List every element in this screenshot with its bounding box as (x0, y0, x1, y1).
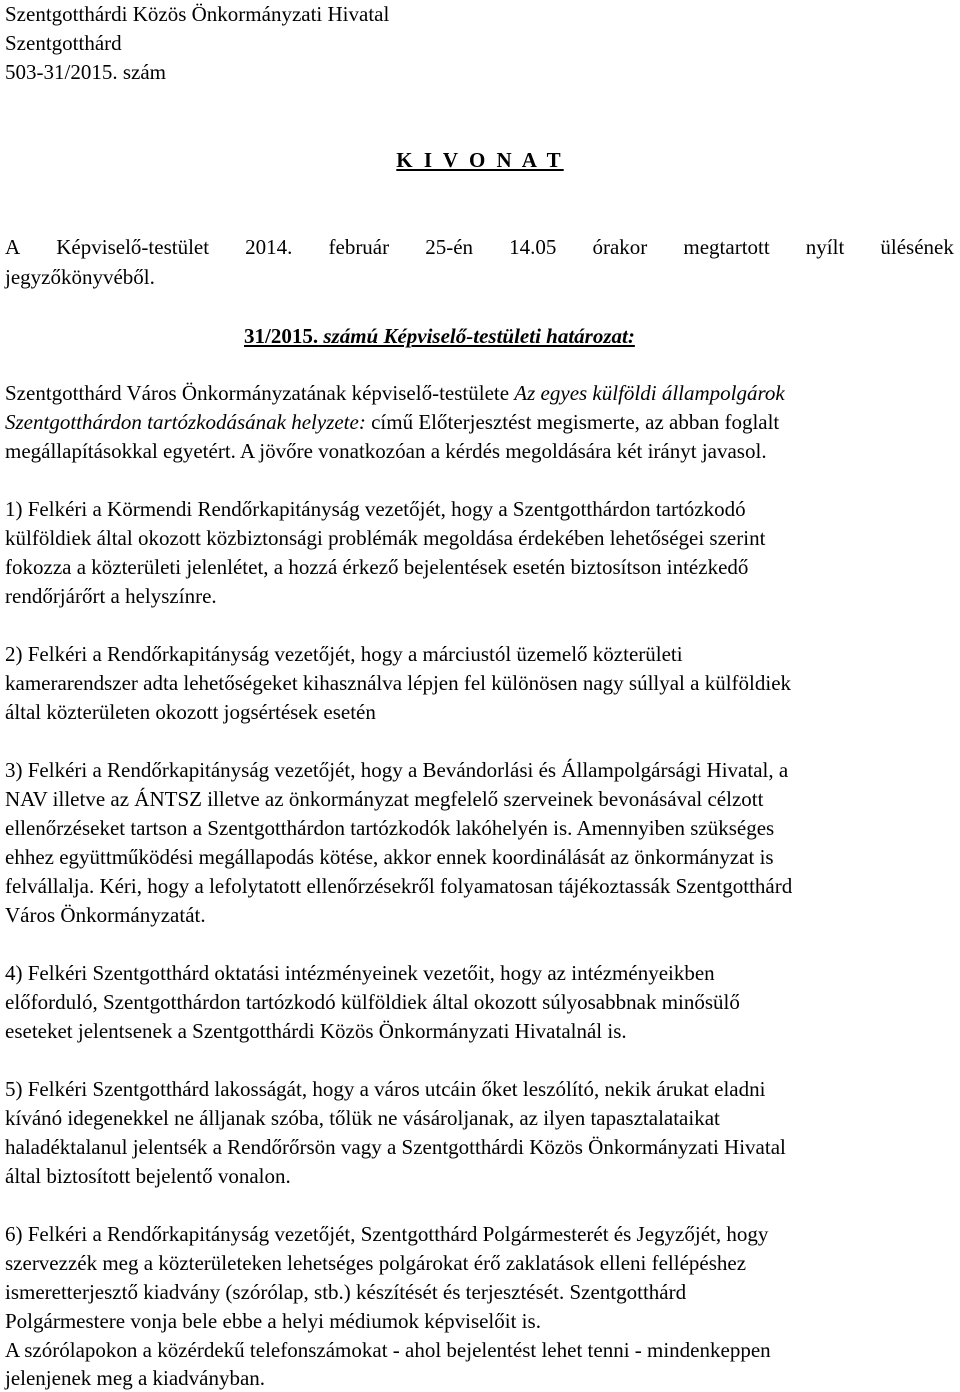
item-6-line: szervezzék meg a közterületeken lehetséges polgárokat érő zaklatások elleni fellépéshez (5, 1251, 747, 1275)
intro-line-1 (5, 233, 954, 261)
item-2-line: kamerarendszer adta lehetőségeket kihasználva lépjen fel különösen nagy súllyal a külföldiek (5, 671, 792, 695)
item-5-line: 5) Felkéri Szentgotthárd lakosságát, hogy a város utcáin őket leszólító, nekik árukat eladni (5, 1077, 766, 1101)
resolution-heading (244, 322, 635, 350)
item-6-line: ismeretterjesztő kiadvány (szórólap, stb.) készítését és terjesztését. Szentgotthárd (5, 1280, 687, 1304)
item-4-line: előforduló, Szentgotthárdon tartózkodó külföldiek által okozott súlyosabbnak minősülő (5, 990, 740, 1014)
item-5-line: kívánó idegenekkel ne álljanak szóba, tőlük ne vásároljanak, az ilyen tapasztalataikat (5, 1106, 720, 1130)
closing-line: jelenjenek meg a kiadványban. (5, 1366, 266, 1390)
intro-word: február (328, 235, 390, 259)
body-line (5, 408, 779, 436)
intro-word: 14.05 (509, 235, 557, 259)
item-6-line: 6) Felkéri a Rendőrkapitányság vezetőjét, Szentgotthárd Polgármesterét és Jegyzőjét, hogy (5, 1222, 769, 1246)
item-3-line: NAV illetve az ÁNTSZ illetve az önkormányzat megfelelő szerveinek bevonásával célzott (5, 787, 764, 811)
office-city: Szentgotthárd (5, 31, 122, 55)
body-line (5, 379, 785, 407)
item-4-line: eseteket jelentsenek a Szentgotthárdi Közös Önkormányzati Hivatalnál is. (5, 1019, 627, 1043)
intro-word: órakor (592, 235, 648, 259)
item-1-line: fokozza a közterületi jelenlétet, a hozzá érkező bejelentések esetén biztosítson intézkedő (5, 555, 749, 579)
item-3-line: felvállalja. Kéri, hogy a lefolytatott ellenőrzésekről folyamatosan tájékoztassák Szentgotthárd (5, 874, 793, 898)
item-1-line: külföldiek által okozott közbiztonsági problémák megoldása érdekében lehetőségei szerint (5, 526, 766, 550)
resolution-number: 31/2015. (244, 324, 319, 348)
intro-word: nyílt (805, 235, 845, 259)
item-3-line: 3) Felkéri a Rendőrkapitányság vezetőjét, hogy a Bevándorlási és Állampolgársági Hivatal, a (5, 758, 789, 782)
item-5-line: által biztosított bejelentő vonalon. (5, 1164, 291, 1188)
item-2-line: 2) Felkéri a Rendőrkapitányság vezetőjét, hogy a márciustól üzemelő közterületi (5, 642, 683, 666)
intro-word: A (5, 235, 21, 259)
intro-word: megtartott (683, 235, 770, 259)
reference-number: 503-31/2015. szám (5, 60, 166, 84)
item-3-line: ehhez együttműködési megállapodás kötése, akkor ennek koordinálását az önkormányzat is (5, 845, 774, 869)
item-2-line: által közterületen okozott jogsértések esetén (5, 700, 376, 724)
item-4-line: 4) Felkéri Szentgotthárd oktatási intézményeinek vezetőit, hogy az intézményeikben (5, 961, 715, 985)
intro-word: Képviselő-testület (56, 235, 210, 259)
item-6-line: Polgármestere vonja bele ebbe a helyi médiumok képviselőit is. (5, 1309, 541, 1333)
body-text: című Előterjesztést megismerte, az abban foglalt (365, 410, 780, 434)
office-name: Szentgotthárdi Közös Önkormányzati Hivatal (5, 2, 390, 26)
proposal-title-part: Az egyes külföldi állampolgárok (514, 381, 785, 405)
intro-line-2: jegyzőkönyvéből. (5, 265, 155, 289)
intro-word: ülésének (880, 235, 954, 259)
intro-word: 25-én (425, 235, 474, 259)
body-line: megállapításokkal egyetért. A jövőre vonatkozóan a kérdés megoldására két irányt javasol. (5, 439, 767, 463)
intro-word: 2014. (245, 235, 293, 259)
item-5-line: haladéktalanul jelentsék a Rendőrőrsön vagy a Szentgotthárdi Közös Önkormányzati Hivatal (5, 1135, 786, 1159)
proposal-title-part: Szentgotthárdon tartózkodásának helyzete: (5, 410, 366, 434)
item-3-line: ellenőrzéseket tartson a Szentgotthárdon tartózkodók lakóhelyén is. Amennyiben szükséges (5, 816, 775, 840)
item-3-line: Város Önkormányzatát. (5, 903, 206, 927)
body-text: Szentgotthárd Város Önkormányzatának képviselő-testülete (5, 381, 515, 405)
document-title: K I V O N A T (396, 148, 564, 172)
item-1-line: rendőrjárőrt a helyszínre. (5, 584, 217, 608)
resolution-label: számú Képviselő-testületi határozat: (318, 324, 635, 348)
item-1-line: 1) Felkéri a Körmendi Rendőrkapitányság vezetőjét, hogy a Szentgotthárdon tartózkodó (5, 497, 746, 521)
closing-line: A szórólapokon a közérdekű telefonszámokat - ahol bejelentést lehet tenni - mindenkeppen (5, 1338, 771, 1362)
